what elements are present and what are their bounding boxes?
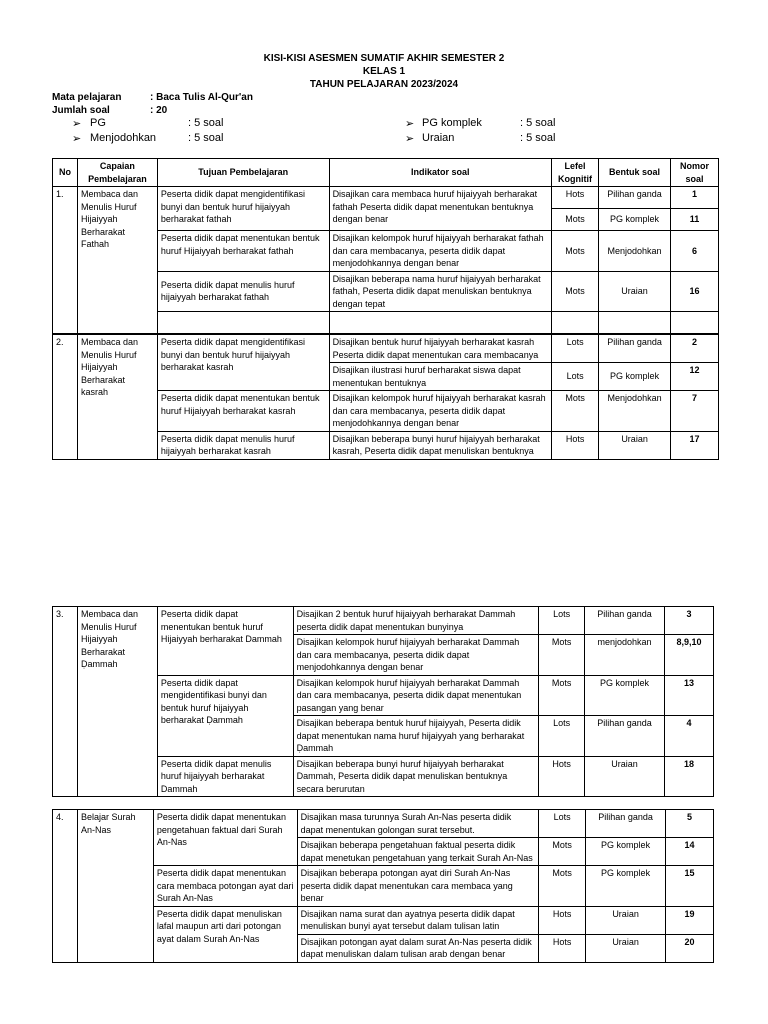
row-indikator: Disajikan potongan ayat dalam surat An-Nas peserta didik dapat menuliskan dalam tulisan arab dengan benar: [297, 934, 539, 962]
row-level: Mots: [539, 866, 586, 907]
row-bentuk: Pilihan ganda: [585, 607, 665, 635]
row-capaian: Membaca dan Menulis Huruf Hijaiyyah Berharakat kasrah: [77, 335, 157, 460]
doc-year: TAHUN PELAJARAN 2023/2024: [309, 79, 459, 90]
col-bentuk: Bentuk soal: [599, 159, 671, 187]
row-bentuk: PG komplek: [586, 866, 666, 907]
row-tujuan: Peserta didik dapat menentukan bentuk huruf Hijaiyyah berharakat Dammah: [157, 607, 293, 676]
row-level: Lots: [552, 335, 599, 363]
row-level: Lots: [539, 607, 585, 635]
row-nomor: 5: [666, 810, 714, 838]
table-row: [53, 187, 719, 209]
row-indikator: Disajikan beberapa nama huruf hijaiyyah berharakat fathah, Peserta didik dapat menuliskan bentuknya dengan tepat: [329, 271, 552, 312]
row-level: Lots: [552, 363, 599, 391]
row-tujuan: Peserta didik dapat menulis huruf hijaiyyah berharakat fathah: [157, 271, 329, 312]
col-indikator: Indikator soal: [329, 159, 552, 187]
row-bentuk: Menjodohkan: [599, 231, 671, 272]
row-nomor: 20: [666, 934, 714, 962]
bullet-arrow-icon: ➢: [72, 133, 82, 145]
menjodohkan-count: : 5 soal: [188, 132, 224, 144]
row-tujuan: Peserta didik dapat mengidentifikasi bunyi dan bentuk huruf hijaiyyah berharakat fathah: [157, 187, 329, 231]
row-nomor: 4: [665, 716, 714, 757]
row-bentuk: menjodohkan: [585, 635, 665, 676]
row-bentuk: Pilihan ganda: [599, 187, 671, 209]
row-tujuan: Peserta didik dapat menentukan bentuk huruf Hijaiyyah berharakat fathah: [157, 231, 329, 272]
row-indikator: Disajikan kelompok huruf hijaiyyah berharakat Dammah dan cara membacanya, peserta didik dapat menjodohkannya dengan benar: [293, 635, 538, 676]
col-level: Lefel Kognitif: [552, 159, 599, 187]
subject-value: : Baca Tulis Al-Qur'an: [150, 92, 253, 103]
row-bentuk: PG komplek: [586, 838, 666, 866]
row-bentuk: Pilihan ganda: [599, 335, 671, 363]
subject-label: Mata pelajaran: [52, 92, 122, 103]
bullet-arrow-icon: ➢: [405, 133, 415, 145]
row-tujuan: Peserta didik dapat menulis huruf hijaiyyah berharakat kasrah: [157, 431, 329, 459]
row-bentuk: Uraian: [586, 934, 666, 962]
row-no: 2.: [53, 335, 78, 460]
row-bentuk: Uraian: [586, 906, 666, 934]
doc-class: KELAS 1: [362, 66, 406, 77]
col-nomor: Nomor soal: [670, 159, 718, 187]
row-bentuk: Uraian: [585, 756, 665, 797]
uraian-count: : 5 soal: [520, 132, 556, 144]
row-no: 4.: [53, 810, 78, 963]
row-bentuk: PG komplek: [599, 209, 671, 231]
row-bentuk: Pilihan ganda: [585, 716, 665, 757]
row-nomor: 13: [665, 675, 714, 716]
row-indikator: Disajikan cara membaca huruf hijaiyyah berharakat fathah Peserta didik dapat menentukan bentuknya dengan benar: [329, 187, 552, 231]
row-bentuk: Uraian: [599, 271, 671, 312]
row-indikator: Disajikan beberapa bunyi huruf hijaiyyah berharakat Dammah, Peserta didik dapat menuliskan bentuknya secara berurutan: [293, 756, 538, 797]
col-no: No: [53, 159, 78, 187]
row-no: 1.: [53, 187, 78, 334]
row-nomor: 19: [666, 906, 714, 934]
pg-count: : 5 soal: [188, 117, 224, 129]
row-tujuan: Peserta didik dapat menuliskan lafal maupun arti dari potongan ayat dalam Surah An-Nas: [153, 906, 297, 962]
row-level: Mots: [539, 675, 585, 716]
kisi-table-2: [52, 334, 719, 460]
row-nomor: 12: [671, 363, 719, 391]
row-capaian: Membaca dan Menulis Huruf Hijaiyyah Berharakat Ḍammah: [77, 607, 157, 797]
pgk-label: PG komplek: [422, 117, 482, 129]
row-level: Lots: [539, 716, 585, 757]
row-level: Hots: [539, 756, 585, 797]
kisi-table-3: [52, 606, 714, 797]
row-capaian: Belajar Surah An-Nas: [77, 810, 153, 963]
pg-label: PG: [90, 117, 106, 129]
kisi-table-1: [52, 158, 719, 334]
row-bentuk: PG komplek: [599, 363, 671, 391]
row-level: Mots: [552, 209, 599, 231]
row-indikator: Disajikan 2 bentuk huruf hijaiyyah berharakat Dammah peserta didik dapat menentukan bunyinya: [293, 607, 538, 635]
row-bentuk: Uraian: [599, 431, 671, 459]
row-indikator: Disajikan beberapa pengetahuan faktual peserta didik dapat menetukan pengetahuan yang terkait Surah An-Nas: [297, 838, 539, 866]
row-indikator: Disajikan kelompok huruf hijaiyyah berharakat kasrah dan cara membacanya, peserta didik dapat menjodohkannya dengan benar: [329, 391, 552, 432]
doc-title: KISI-KISI ASESMEN SUMATIF AKHIR SEMESTER 2: [263, 53, 505, 64]
row-no: 3.: [53, 607, 78, 797]
bullet-arrow-icon: ➢: [72, 118, 82, 130]
row-nomor: 1: [670, 187, 718, 209]
row-nomor: 15: [666, 866, 714, 907]
row-nomor: 6: [670, 231, 718, 272]
row-nomor: 3: [665, 607, 714, 635]
row-level: Mots: [552, 231, 599, 272]
row-indikator: Disajikan kelompok huruf hijaiyyah berharakat Dammah dan cara membacanya, peserta didik dapat menentukan pasangan yang benar: [293, 675, 538, 716]
row-level: Hots: [539, 906, 586, 934]
uraian-label: Uraian: [422, 132, 455, 144]
row-nomor: 8,9,10: [665, 635, 714, 676]
count-label: Jumlah soal: [52, 105, 110, 116]
table-row: [53, 607, 714, 635]
row-capaian: Membaca dan Menulis Huruf Hijaiyyah Berharakat Fathah: [77, 187, 157, 334]
row-tujuan: Peserta didik dapat menentukan cara membaca potongan ayat dari Surah An-Nas: [153, 866, 297, 907]
row-level: Hots: [539, 934, 586, 962]
row-bentuk: PG komplek: [585, 675, 665, 716]
row-level: Hots: [552, 187, 599, 209]
row-indikator: Disajikan masa turunnya Surah An-Nas peserta didik dapat menentukan golongan surat tersebut.: [297, 810, 539, 838]
row-bentuk: Pilihan ganda: [586, 810, 666, 838]
row-indikator: Disajikan beberapa bunyi huruf hijaiyyah berharakat kasrah, Peserta didik dapat menuliskan bentuknya: [329, 431, 552, 459]
row-level: Hots: [552, 431, 599, 459]
row-indikator: Disajikan beberapa potongan ayat diri Surah An-Nas peserta didik dapat menentukan cara membaca yang benar: [297, 866, 539, 907]
row-nomor: 16: [670, 271, 718, 312]
row-tujuan: Peserta didik dapat menentukan bentuk huruf Hijaiyyah berharakat kasrah: [157, 391, 329, 432]
row-nomor: 7: [671, 391, 719, 432]
row-level: Lots: [539, 810, 586, 838]
col-tujuan: Tujuan Pembelajaran: [157, 159, 329, 187]
row-tujuan: Peserta didik dapat menentukan pengetahuan faktual dari Surah An-Nas: [153, 810, 297, 866]
col-capaian: Capaian Pembelajaran: [77, 159, 157, 187]
bullet-arrow-icon: ➢: [405, 118, 415, 130]
row-tujuan: Peserta didik dapat mengidentifikasi bunyi dan bentuk huruf hijaiyyah berharakat Ḍammah: [157, 675, 293, 756]
row-tujuan: Peserta didik dapat menulis huruf hijaiyyah berharakat Dammah: [157, 756, 293, 797]
row-nomor: 14: [666, 838, 714, 866]
pgk-count: : 5 soal: [520, 117, 556, 129]
row-level: Mots: [539, 838, 586, 866]
row-nomor: 18: [665, 756, 714, 797]
row-indikator: Disajikan ilustrasi huruf berharakat siswa dapat menentukan bentuknya: [329, 363, 552, 391]
count-value: : 20: [150, 105, 168, 116]
row-nomor: 17: [671, 431, 719, 459]
row-bentuk: Menjodohkan: [599, 391, 671, 432]
kisi-table-4: [52, 809, 714, 963]
menjodohkan-label: Menjodohkan: [90, 132, 157, 144]
table-header-row: [53, 159, 719, 187]
row-level: Mots: [552, 391, 599, 432]
row-indikator: Disajikan nama surat dan ayatnya peserta didik dapat menuliskan bunyi ayat tersebut dalam tulisan latin: [297, 906, 539, 934]
row-indikator: Disajikan kelompok huruf hijaiyyah berharakat fathah dan cara membacanya, peserta didik dapat menjodohkannya dengan benar: [329, 231, 552, 272]
row-indikator: Disajikan beberapa bentuk huruf hijaiyyah, Peserta didik dapat menentukan nama huruf hijaiyyah yang berharakat Ḍammah: [293, 716, 538, 757]
row-nomor: 2: [671, 335, 719, 363]
row-indikator: Disajikan bentuk huruf hijaiyyah berharakat kasrah Peserta didik dapat menentukan cara membacanya: [329, 335, 552, 363]
row-tujuan: Peserta didik dapat mengidentifikasi bunyi dan bentuk huruf hijaiyyah berharakat kasrah: [157, 335, 329, 391]
row-level: Mots: [552, 271, 599, 312]
table-row: [53, 810, 714, 838]
row-level: Mots: [539, 635, 585, 676]
table-row: [53, 335, 719, 363]
row-nomor: 11: [670, 209, 718, 231]
